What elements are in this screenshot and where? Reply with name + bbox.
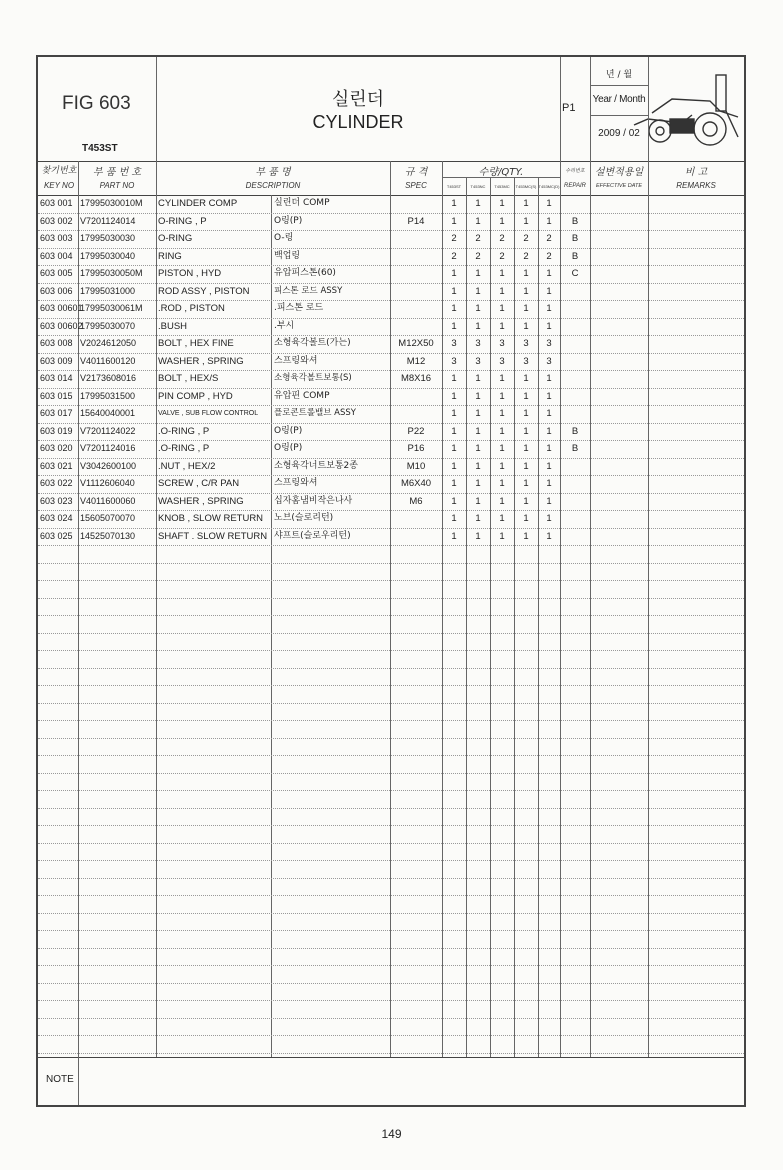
spec	[390, 510, 442, 528]
qty-value: 1	[546, 513, 552, 524]
qty-value: 1	[475, 408, 481, 419]
key-no: 603 00601	[40, 303, 83, 313]
col-qty-ko: 수량/QTY.	[478, 167, 524, 178]
description-en: O-RING	[158, 233, 193, 244]
row-rule	[38, 703, 744, 704]
header-bottom-line	[38, 161, 744, 162]
spec: M6X40	[400, 478, 432, 489]
qty-value: 1	[546, 198, 552, 209]
spec: M8X16	[400, 373, 432, 384]
repair-code	[560, 388, 590, 406]
repair-code	[560, 300, 590, 318]
col-qty-model-2: T453NC	[470, 184, 486, 189]
description-en: SCREW , C/R PAN	[158, 478, 240, 489]
qty-value: 1	[546, 285, 552, 297]
part-no: V2024612050	[80, 338, 137, 348]
description-en: .O-RING , P	[158, 443, 210, 454]
qty-value: 1	[499, 443, 505, 454]
key-no: 603 002	[40, 215, 73, 226]
description-en: SHAFT . SLOW RETURN	[158, 530, 268, 542]
part-no: 15605070070	[80, 513, 136, 523]
row-rule	[38, 1053, 744, 1054]
year-month-value: 2009 / 02	[598, 128, 640, 139]
row-rule	[38, 563, 744, 564]
description-ko: 소형육각너트보통2종	[274, 460, 358, 471]
qty-value: 1	[523, 268, 529, 279]
repair-code	[560, 335, 590, 353]
part-no: 14525070130	[80, 530, 136, 541]
qty-value: 1	[546, 495, 552, 507]
repair-code	[560, 405, 590, 423]
qty-value: 1	[451, 320, 457, 332]
repair-code: B	[571, 425, 579, 437]
column-line	[156, 161, 157, 1057]
row-rule	[38, 755, 744, 756]
title-korean: 실린더	[331, 89, 385, 110]
row-rule	[38, 860, 744, 861]
qty-value: 1	[451, 303, 457, 314]
qty-value: 1	[546, 303, 552, 314]
description-en: O-RING , P	[158, 215, 207, 227]
qty-value: 1	[546, 478, 552, 489]
qty-value: 1	[451, 390, 457, 402]
description-en: .O-RING , P	[158, 425, 210, 437]
description-ko: O링(P)	[274, 215, 303, 226]
col-part-ko: 부 품 번 호	[92, 167, 142, 178]
spec	[390, 230, 442, 248]
spec: M10	[406, 460, 426, 472]
qty-value: 3	[451, 338, 457, 349]
part-no: V7201124016	[80, 443, 136, 453]
year-month-label-ko: 년 / 월	[605, 70, 633, 80]
row-rule	[38, 668, 744, 669]
header-divider	[590, 85, 648, 86]
part-no: V2173608016	[80, 373, 137, 383]
qty-value: 1	[523, 460, 529, 472]
part-no: V7201124022	[80, 425, 136, 436]
description-en: ROD ASSY , PISTON	[158, 285, 250, 297]
qty-value: 1	[475, 390, 481, 402]
header-divider	[590, 57, 591, 161]
key-no: 603 008	[40, 338, 73, 348]
qty-header-divider	[442, 177, 560, 178]
key-no: 603 014	[40, 373, 73, 383]
qty-value: 1	[523, 285, 529, 297]
key-no: 603 023	[40, 495, 73, 506]
part-no: V3042600100	[80, 460, 137, 471]
qty-value: 1	[499, 478, 505, 489]
qty-value: 3	[475, 355, 481, 367]
description-ko: 백업링	[274, 250, 301, 261]
row-rule	[38, 1000, 744, 1001]
repair-code: B	[571, 250, 579, 262]
qty-value: 1	[546, 268, 552, 279]
qty-value: 1	[546, 390, 552, 402]
description-ko: 유압핀 COMP	[274, 390, 330, 401]
col-qty-model-3: T453MC	[494, 184, 510, 189]
spec	[390, 195, 442, 213]
row-rule	[38, 1035, 744, 1036]
header-divider	[156, 57, 157, 161]
note-divider	[78, 1057, 79, 1105]
qty-value: 1	[523, 443, 529, 454]
qty-value: 1	[451, 478, 457, 489]
qty-value: 2	[499, 250, 505, 262]
row-rule	[38, 983, 744, 984]
key-no: 603 020	[40, 443, 73, 453]
col-repair-en: REPAIR	[564, 183, 586, 189]
qty-value: 1	[475, 425, 481, 437]
spec	[390, 300, 442, 318]
header-divider	[648, 57, 649, 161]
page-number: 149	[381, 1127, 402, 1141]
qty-value: 1	[475, 215, 481, 227]
spec	[390, 318, 442, 336]
qty-value: 1	[523, 390, 529, 402]
part-no: V1112606040	[80, 478, 135, 488]
qty-value: 3	[451, 355, 457, 367]
description-ko: .피스톤 로드	[274, 303, 324, 313]
repair-code: C	[571, 268, 579, 279]
column-line	[78, 161, 79, 1057]
description-ko: O-링	[274, 233, 294, 243]
part-no: V4011600060	[80, 495, 136, 506]
tractor-illustration	[612, 67, 748, 155]
row-rule	[38, 843, 744, 844]
row-rule	[38, 808, 744, 809]
qty-value: 1	[546, 443, 552, 454]
qty-value: 1	[475, 303, 481, 314]
qty-value: 1	[451, 425, 457, 437]
spec: P16	[407, 443, 425, 454]
qty-value: 1	[546, 408, 552, 419]
qty-value: 1	[499, 285, 505, 297]
repair-code	[560, 510, 590, 528]
qty-value: 1	[546, 320, 552, 332]
qty-value: 1	[499, 320, 505, 332]
qty-value: 1	[451, 495, 457, 507]
qty-value: 1	[523, 530, 529, 542]
key-no: 603 017	[40, 408, 73, 418]
spec	[390, 388, 442, 406]
spec	[390, 283, 442, 301]
note-label: NOTE	[46, 1074, 74, 1085]
qty-value: 3	[546, 355, 552, 367]
header-divider	[590, 115, 648, 116]
repair-code	[560, 475, 590, 493]
col-eff-ko: 설변적용일	[594, 167, 644, 178]
column-line	[271, 195, 272, 1057]
qty-value: 1	[499, 215, 505, 227]
spec	[390, 405, 442, 423]
repair-code	[560, 370, 590, 388]
description-ko: 피스톤 로드 ASSY	[274, 285, 343, 296]
key-no: 603 00602	[40, 320, 83, 331]
qty-value: 1	[523, 320, 529, 332]
qty-value: 1	[523, 513, 529, 524]
description-ko: 스프링와셔	[274, 355, 318, 366]
note-top-line	[38, 1057, 744, 1058]
qty-value: 1	[523, 198, 529, 209]
key-no: 603 005	[40, 268, 73, 278]
qty-value: 1	[499, 408, 505, 419]
key-no: 603 025	[40, 530, 73, 541]
row-rule	[38, 633, 744, 634]
qty-value: 1	[523, 303, 529, 314]
qty-value: 1	[499, 268, 505, 279]
repair-code	[560, 283, 590, 301]
qty-value: 1	[475, 373, 481, 384]
qty-value: 2	[523, 250, 529, 262]
key-no: 603 022	[40, 478, 73, 488]
description-en: PISTON , HYD	[158, 268, 222, 279]
part-no: V7201124014	[80, 215, 136, 226]
spec	[390, 248, 442, 266]
qty-value: 1	[451, 460, 457, 472]
qty-value: 1	[451, 373, 457, 384]
key-no: 603 024	[40, 513, 73, 523]
row-rule	[38, 773, 744, 774]
qty-value: 1	[475, 320, 481, 332]
row-rule	[38, 545, 744, 546]
description-ko: 유압피스톤(60)	[274, 268, 336, 278]
qty-value: 1	[475, 443, 481, 454]
description-en: WASHER , SPRING	[158, 495, 244, 507]
description-en: .ROD , PISTON	[158, 303, 225, 314]
qty-value: 1	[546, 373, 552, 384]
row-rule	[38, 580, 744, 581]
row-rule	[38, 878, 744, 879]
qty-value: 1	[451, 215, 457, 227]
header-divider	[560, 57, 561, 161]
row-rule	[38, 790, 744, 791]
spec: P14	[407, 215, 425, 227]
qty-value: 1	[475, 530, 481, 542]
qty-value: 1	[451, 513, 457, 524]
qty-value: 1	[546, 460, 552, 472]
qty-value: 1	[546, 530, 552, 542]
repair-code	[560, 493, 590, 511]
qty-value: 1	[523, 495, 529, 507]
parts-list-frame	[36, 55, 746, 1107]
qty-value: 3	[546, 338, 552, 349]
description-en: WASHER , SPRING	[158, 355, 244, 367]
description-en: KNOB , SLOW RETURN	[158, 513, 264, 524]
part-no: 17995031500	[80, 390, 136, 401]
col-key-en: KEY NO	[43, 181, 75, 190]
part-no: 15640040001	[80, 408, 136, 418]
qty-value: 1	[546, 215, 552, 227]
qty-value: 2	[546, 250, 552, 262]
key-no: 603 003	[40, 233, 73, 243]
qty-value: 1	[523, 373, 529, 384]
row-rule	[38, 738, 744, 739]
description-en: BOLT , HEX/S	[158, 373, 219, 384]
col-desc-ko: 부 품 명	[255, 167, 291, 178]
part-no: 17995030050M	[80, 268, 143, 278]
description-ko: 십자홈냄비작은나사	[274, 495, 353, 506]
col-qty-model-4: T453MC(S)	[515, 184, 537, 189]
qty-value: 1	[499, 495, 505, 507]
qty-value: 1	[475, 198, 481, 209]
description-ko: 샤프트(슬로우리턴)	[274, 530, 351, 541]
qty-value: 1	[451, 443, 457, 454]
description-en: PIN COMP , HYD	[158, 390, 233, 402]
qty-value: 1	[499, 390, 505, 402]
spec	[390, 265, 442, 283]
col-remarks-ko: 비 고	[684, 167, 708, 178]
col-key-ko: 찾기번호	[41, 166, 77, 176]
qty-value: 1	[499, 373, 505, 384]
part-no: 17995030040	[80, 250, 136, 261]
description-ko: 실린더 COMP	[274, 198, 330, 208]
spec: P22	[407, 425, 425, 437]
qty-value: 1	[499, 425, 505, 437]
part-no: 17995030070	[80, 320, 136, 331]
repair-code: B	[571, 443, 579, 454]
title-english: CYLINDER	[312, 112, 404, 132]
qty-value: 1	[499, 198, 505, 209]
qty-value: 2	[475, 233, 481, 244]
model-code: T453ST	[82, 143, 118, 154]
row-rule	[38, 615, 744, 616]
year-month-label-en: Year / Month	[592, 94, 646, 105]
qty-value: 2	[475, 250, 481, 262]
qty-value: 1	[451, 530, 457, 542]
col-qty-model-1: T453ST	[446, 184, 462, 189]
col-part-en: PART NO	[99, 181, 135, 190]
fig-number: FIG 603	[62, 93, 131, 114]
row-rule	[38, 895, 744, 896]
repair-code	[560, 528, 590, 546]
column-line	[590, 161, 591, 1057]
repair-code	[560, 458, 590, 476]
row-rule	[38, 598, 744, 599]
qty-value: 1	[451, 408, 457, 419]
key-no: 603 004	[40, 250, 73, 261]
qty-value: 2	[451, 233, 457, 244]
repair-code: B	[571, 233, 579, 244]
qty-value: 2	[523, 233, 529, 244]
qty-value: 3	[523, 338, 529, 349]
qty-value: 1	[451, 198, 457, 209]
spec: M12X50	[398, 338, 434, 349]
description-ko: 플로콘트롤밸브 ASSY	[274, 408, 356, 418]
row-rule	[38, 1018, 744, 1019]
row-rule	[38, 825, 744, 826]
qty-value: 1	[546, 425, 552, 437]
part-no: 17995030061M	[80, 303, 143, 313]
spec	[390, 528, 442, 546]
description-ko: 스프링와셔	[274, 478, 318, 488]
description-en: .BUSH	[158, 320, 188, 332]
qty-value: 1	[475, 460, 481, 472]
qty-value: 3	[499, 355, 505, 367]
row-rule	[38, 685, 744, 686]
qty-value: 1	[523, 408, 529, 419]
qty-value: 1	[499, 530, 505, 542]
qty-value: 3	[523, 355, 529, 367]
spec: M12	[406, 355, 426, 367]
qty-value: 1	[451, 268, 457, 279]
qty-value: 2	[451, 250, 457, 262]
row-rule	[38, 930, 744, 931]
repair-code	[560, 318, 590, 336]
description-en: BOLT , HEX FINE	[158, 338, 234, 349]
key-no: 603 001	[40, 198, 73, 208]
qty-value: 1	[475, 495, 481, 507]
part-no: 17995030030	[80, 233, 136, 243]
row-rule	[38, 720, 744, 721]
qty-value: 1	[523, 478, 529, 489]
qty-value: 1	[475, 268, 481, 279]
key-no: 603 019	[40, 425, 73, 436]
key-no: 603 021	[40, 460, 73, 471]
key-no: 603 009	[40, 355, 73, 366]
qty-value: 3	[499, 338, 505, 349]
description-en: .NUT , HEX/2	[158, 460, 216, 472]
qty-value: 1	[523, 425, 529, 437]
part-no: V4011600120	[80, 355, 136, 366]
part-no: 17995031000	[80, 285, 136, 296]
description-en: VALVE , SUB FLOW CONTROL	[158, 410, 259, 417]
qty-value: 2	[499, 233, 505, 244]
qty-value: 1	[499, 460, 505, 472]
description-ko: 소형육각볼트(가는)	[274, 338, 351, 348]
row-rule	[38, 948, 744, 949]
col-spec-ko: 규 격	[404, 167, 428, 178]
description-ko: 노브(슬로리턴)	[274, 513, 334, 523]
col-remarks-en: REMARKS	[676, 181, 716, 190]
qty-value: 1	[475, 285, 481, 297]
description-ko: O링(P)	[274, 443, 303, 453]
row-rule	[38, 650, 744, 651]
col-repair-ko: 수리번호	[565, 168, 585, 174]
repair-code: B	[571, 215, 579, 227]
repair-code	[560, 353, 590, 371]
spec: M6	[409, 495, 423, 507]
qty-value: 2	[546, 233, 552, 244]
col-desc-en: DESCRIPTION	[245, 181, 301, 190]
qty-value: 1	[451, 285, 457, 297]
description-en: RING	[158, 250, 182, 262]
col-eff-en: EFFECTIVE DATE	[595, 183, 643, 189]
row-rule	[38, 913, 744, 914]
qty-value: 1	[523, 215, 529, 227]
qty-value: 1	[475, 478, 481, 489]
key-no: 603 015	[40, 390, 73, 401]
qty-value: 1	[499, 513, 505, 524]
qty-value: 3	[475, 338, 481, 349]
description-ko: 소형육각볼트보통(S)	[274, 373, 352, 383]
col-spec-en: SPEC	[405, 181, 427, 190]
row-rule	[38, 965, 744, 966]
key-no: 603 006	[40, 285, 73, 296]
part-no: 17995030010M	[80, 198, 143, 208]
description-ko: .부시	[274, 320, 295, 331]
repair-code	[560, 195, 590, 213]
col-qty-model-5: T453MC(D)	[538, 184, 560, 189]
qty-value: 1	[475, 513, 481, 524]
page-code: P1	[562, 102, 576, 114]
qty-value: 1	[499, 303, 505, 314]
description-en: CYLINDER COMP	[158, 198, 238, 209]
column-line	[648, 161, 649, 1057]
description-ko: O링(P)	[274, 425, 303, 436]
